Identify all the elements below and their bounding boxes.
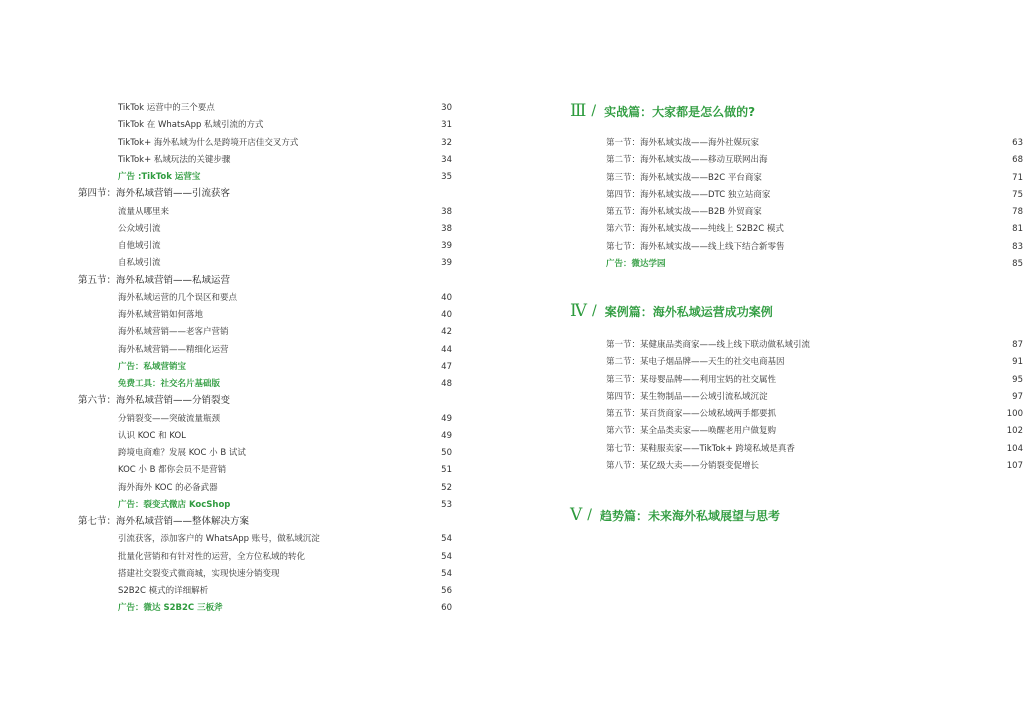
toc-entry[interactable] [118, 325, 452, 339]
entry-title: 广告：微达学园 [606, 258, 666, 269]
entry-title: 第四节：海外私域营销——引流获客 [78, 188, 231, 200]
entry-title: 海外海外 KOC 的必备武器 [118, 482, 218, 493]
toc-ad-entry[interactable] [118, 360, 452, 374]
entry-title: 海外私域运营的几个误区和要点 [118, 292, 238, 303]
toc-entry[interactable] [118, 343, 452, 357]
entry-page-number: 54 [441, 568, 452, 579]
toc-entry[interactable] [118, 481, 452, 495]
entry-title: TikTok 运营中的三个要点 [118, 103, 215, 113]
entry-page-number: 75 [1012, 189, 1023, 200]
entry-title: 分销裂变——突破流量瓶颈 [118, 413, 221, 424]
entry-page-number: 60 [441, 603, 452, 614]
part-heading[interactable] [570, 100, 755, 122]
entry-page-number: 63 [1012, 138, 1023, 148]
toc-ad-entry[interactable] [118, 601, 452, 615]
entry-title: TikTok+ 私域玩法的关键步骤 [118, 154, 231, 165]
entry-title: 第七节：海外私域实战——线上线下结合新零售 [606, 241, 785, 252]
toc-entry[interactable] [118, 153, 452, 167]
entry-page-number: 38 [441, 223, 452, 234]
entry-page-number: 78 [1012, 207, 1023, 217]
right-toc-page [512, 0, 1024, 723]
entry-page-number: 95 [1012, 374, 1023, 385]
entry-page-number: 35 [441, 172, 452, 182]
toc-entry[interactable] [606, 205, 1023, 219]
entry-title: 第五节：海外私域营销——私域运营 [78, 274, 231, 286]
entry-page-number: 107 [1006, 460, 1023, 471]
toc-section-heading[interactable] [78, 274, 452, 288]
entry-title: 广告：微达 S2B2C 三板斧 [118, 603, 223, 614]
entry-title: 自私域引流 [118, 258, 161, 269]
entry-title: 第八节：某亿级大卖——分销裂变促增长 [606, 460, 760, 471]
toc-ad-entry[interactable] [118, 377, 452, 391]
entry-title: 免费工具：社交名片基础版 [118, 379, 221, 389]
toc-entry[interactable] [118, 239, 452, 253]
toc-ad-entry[interactable] [118, 498, 452, 512]
entry-page-number: 34 [441, 154, 452, 165]
toc-entry[interactable] [606, 188, 1023, 202]
toc-entry[interactable] [118, 550, 452, 564]
toc-entry[interactable] [606, 171, 1023, 185]
entry-title: 搭建社交裂变式微商城，实现快速分销变现 [118, 568, 280, 579]
toc-entry[interactable] [118, 584, 452, 598]
entry-title: 跨境电商难？发展 KOC 小 B 试试 [118, 448, 246, 458]
entry-page-number: 40 [441, 292, 452, 303]
entry-page-number: 52 [441, 482, 452, 493]
entry-page-number: 40 [441, 310, 452, 320]
entry-title: 第一节：海外私域实战——海外社媒玩家 [606, 138, 760, 148]
toc-entry[interactable] [118, 446, 452, 460]
entry-title: 第六节：海外私域实战——纯线上 S2B2C 模式 [606, 224, 784, 235]
entry-page-number: 48 [441, 379, 452, 389]
entry-title: 引流获客，添加客户的 WhatsApp 账号，做私域沉淀 [118, 534, 320, 545]
part-numeral: Ⅲ [570, 101, 586, 121]
toc-entry[interactable] [118, 429, 452, 443]
entry-title: 认识 KOC 和 KOL [118, 430, 186, 441]
part-separator: / [587, 507, 592, 523]
entry-page-number: 30 [441, 103, 452, 113]
entry-title: TikTok+ 海外私域为什么是跨境开店佳交叉方式 [118, 137, 299, 148]
toc-entry[interactable] [118, 463, 452, 477]
toc-entry[interactable] [118, 101, 452, 115]
toc-entry[interactable] [118, 532, 452, 546]
toc-entry[interactable] [606, 442, 1023, 456]
entry-page-number: 49 [441, 413, 452, 424]
toc-entry[interactable] [118, 256, 452, 270]
entry-page-number: 44 [441, 344, 452, 355]
entry-title: 第七节：某鞋服卖家——TikTok+ 跨境私域是真香 [606, 443, 795, 454]
toc-entry[interactable] [118, 222, 452, 236]
entry-page-number: 32 [441, 137, 452, 148]
entry-title: 海外私域营销——精细化运营 [118, 344, 229, 355]
entry-page-number: 97 [1012, 391, 1023, 402]
entry-title: 第一节：某健康品类商家——线上线下联动做私域引流 [606, 340, 811, 350]
entry-page-number: 47 [441, 361, 452, 372]
entry-page-number: 87 [1012, 340, 1023, 350]
entry-page-number: 31 [441, 120, 452, 131]
entry-title: 批量化营销和有针对性的运营，全方位私域的转化 [118, 551, 306, 562]
part-numeral: Ⅴ [570, 505, 582, 525]
entry-title: S2B2C 模式的详细解析 [118, 586, 209, 596]
entry-page-number: 91 [1012, 357, 1023, 368]
toc-entry[interactable] [606, 459, 1023, 473]
part-heading[interactable] [570, 504, 780, 526]
part-separator: / [591, 303, 597, 319]
entry-title: 广告 :TikTok 运营宝 [118, 172, 201, 182]
part-title: 实战篇：大家都是怎么做的? [604, 104, 756, 119]
entry-title: KOC 小 B 都你会员不是营销 [118, 465, 227, 476]
entry-title: 广告：裂变式微店 KocShop [118, 499, 231, 510]
entry-page-number: 56 [441, 586, 452, 596]
part-title: 案例篇：海外私域运营成功案例 [604, 304, 773, 319]
entry-page-number: 54 [441, 534, 452, 545]
toc-entry[interactable] [606, 390, 1023, 404]
entry-page-number: 50 [441, 448, 452, 458]
toc-ad-entry[interactable] [118, 170, 452, 184]
entry-page-number: 102 [1006, 426, 1023, 437]
entry-title: 第二节：海外私域实战——移动互联网出海 [606, 155, 768, 166]
entry-title: TikTok 在 WhatsApp 私域引流的方式 [118, 120, 264, 131]
toc-entry[interactable] [118, 412, 452, 426]
toc-entry[interactable] [118, 308, 452, 322]
entry-page-number: 39 [441, 258, 452, 269]
toc-entry[interactable] [118, 567, 452, 581]
part-separator: / [591, 103, 597, 119]
entry-page-number: 71 [1012, 172, 1023, 183]
toc-entry[interactable] [118, 118, 452, 132]
toc-ad-entry[interactable] [606, 257, 1023, 271]
entry-page-number: 104 [1006, 443, 1023, 454]
toc-entry[interactable] [606, 136, 1023, 150]
entry-page-number: 85 [1012, 258, 1023, 269]
entry-title: 海外私域营销——老客户营销 [118, 327, 229, 338]
toc-section-heading[interactable] [78, 515, 452, 529]
entry-title: 第四节：某生物制品——公域引流私域沉淀 [606, 391, 768, 402]
toc-entry[interactable] [118, 136, 452, 150]
entry-title: 第六节：海外私域营销——分销裂变 [78, 395, 231, 407]
toc-entry[interactable] [606, 240, 1023, 254]
toc-entry[interactable] [606, 407, 1023, 421]
toc-section-heading[interactable] [78, 187, 452, 201]
entry-page-number: 38 [441, 206, 452, 217]
entry-page-number: 49 [441, 430, 452, 441]
part-numeral: Ⅳ [570, 301, 586, 321]
entry-page-number: 53 [441, 499, 452, 510]
entry-title: 第六节：某全品类卖家——唤醒老用户做复购 [606, 426, 777, 437]
toc-section-heading[interactable] [78, 394, 452, 408]
toc-entry[interactable] [606, 424, 1023, 438]
part-title: 趋势篇：未来海外私域展望与思考 [600, 508, 781, 523]
toc-entry[interactable] [606, 153, 1023, 167]
part-heading[interactable] [570, 300, 773, 322]
entry-page-number: 100 [1006, 409, 1023, 419]
entry-page-number: 42 [441, 327, 452, 338]
entry-title: 公众域引流 [118, 223, 161, 234]
entry-title: 第四节：海外私域实战——DTC 独立站商家 [606, 189, 771, 200]
entry-title: 第五节：某百货商家——公域私域两手都要抓 [606, 409, 777, 419]
entry-title: 海外私域营销如何落地 [118, 310, 204, 320]
entry-page-number: 54 [441, 551, 452, 562]
entry-title: 第二节：某电子烟品牌——天生的社交电商基因 [606, 357, 785, 368]
entry-title: 流量从哪里来 [118, 206, 170, 217]
entry-page-number: 39 [441, 241, 452, 251]
toc-entry[interactable] [118, 291, 452, 305]
toc-entry[interactable] [606, 355, 1023, 369]
toc-entry[interactable] [606, 373, 1023, 387]
entry-title: 第五节：海外私域实战——B2B 外贸商家 [606, 207, 762, 217]
entry-page-number: 81 [1012, 224, 1023, 235]
toc-entry[interactable] [118, 205, 452, 219]
entry-title: 第三节：某母婴品牌——利用宝妈的社交属性 [606, 374, 777, 385]
entry-title: 广告：私域营销宝 [118, 361, 187, 372]
entry-title: 第七节：海外私域营销——整体解决方案 [78, 516, 250, 527]
entry-page-number: 51 [441, 465, 452, 476]
entry-page-number: 83 [1012, 241, 1023, 252]
toc-entry[interactable] [606, 222, 1023, 236]
entry-title: 自他域引流 [118, 241, 161, 251]
toc-entry[interactable] [606, 338, 1023, 352]
entry-page-number: 68 [1012, 155, 1023, 166]
entry-title: 第三节：海外私域实战——B2C 平台商家 [606, 172, 762, 183]
